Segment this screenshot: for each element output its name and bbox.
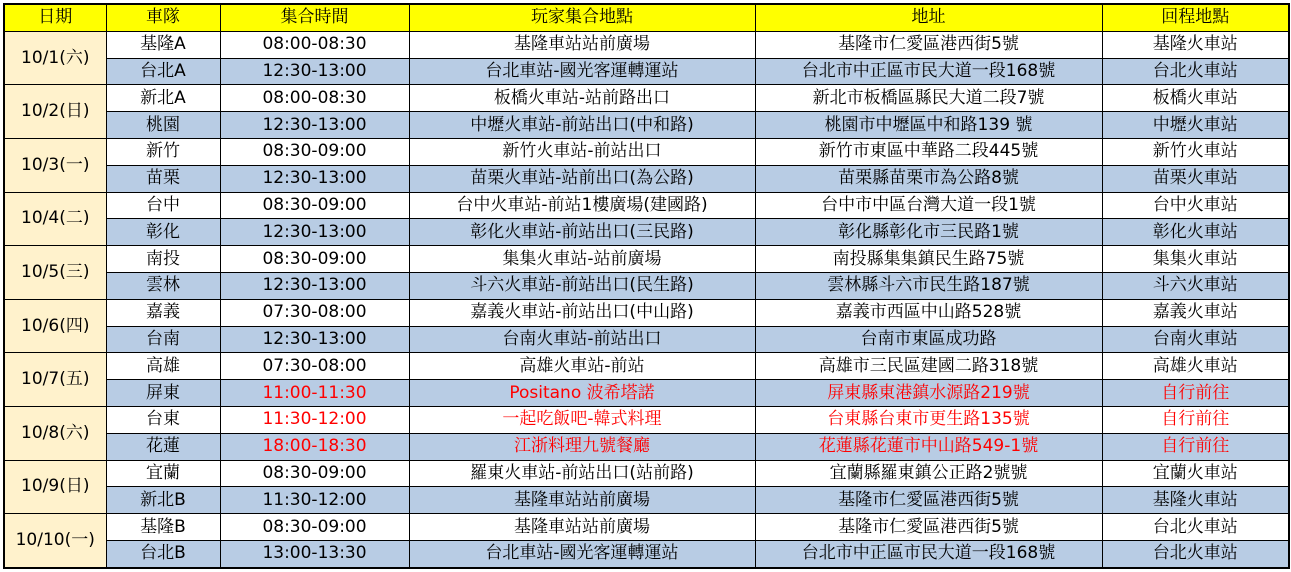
table-row xyxy=(4,353,1289,380)
meeting-place-cell: 中壢火車站-前站出口(中和路) xyxy=(409,112,755,139)
meeting-place-cell: 高雄火車站-前站 xyxy=(409,353,755,380)
table-row xyxy=(4,58,1289,85)
table-row xyxy=(4,299,1289,326)
table-row xyxy=(4,406,1289,433)
header-address: 地址 xyxy=(755,4,1102,31)
table-row xyxy=(4,540,1289,567)
address-cell: 苗栗縣苗栗市為公路8號 xyxy=(755,165,1102,192)
team-cell: 南投 xyxy=(106,246,220,273)
time-cell: 08:30-09:00 xyxy=(220,138,409,165)
team-cell: 嘉義 xyxy=(106,299,220,326)
return-place-cell: 自行前往 xyxy=(1102,406,1289,433)
return-place-cell: 宜蘭火車站 xyxy=(1102,460,1289,487)
time-cell: 08:00-08:30 xyxy=(220,31,409,58)
header-meeting-place: 玩家集合地點 xyxy=(409,4,755,31)
address-cell: 桃園市中壢區中和路139 號 xyxy=(755,112,1102,139)
return-place-cell: 台北火車站 xyxy=(1102,58,1289,85)
meeting-place-cell: 嘉義火車站-前站出口(中山路) xyxy=(409,299,755,326)
meeting-place-cell: 羅東火車站-前站出口(站前路) xyxy=(409,460,755,487)
table-body xyxy=(4,31,1289,567)
header-date: 日期 xyxy=(4,4,106,31)
time-cell: 08:30-09:00 xyxy=(220,460,409,487)
time-cell: 08:00-08:30 xyxy=(220,85,409,112)
meeting-place-cell: 新竹火車站-前站出口 xyxy=(409,138,755,165)
table-row xyxy=(4,433,1289,460)
time-cell: 12:30-13:00 xyxy=(220,165,409,192)
time-cell: 18:00-18:30 xyxy=(220,433,409,460)
time-cell: 07:30-08:00 xyxy=(220,353,409,380)
address-cell: 基隆市仁愛區港西街5號 xyxy=(755,487,1102,514)
address-cell: 嘉義市西區中山路528號 xyxy=(755,299,1102,326)
address-cell: 台東縣台東市更生路135號 xyxy=(755,406,1102,433)
return-place-cell: 斗六火車站 xyxy=(1102,272,1289,299)
table-row xyxy=(4,272,1289,299)
address-cell: 雲林縣斗六市民生路187號 xyxy=(755,272,1102,299)
header-team: 車隊 xyxy=(106,4,220,31)
address-cell: 彰化縣彰化市三民路1號 xyxy=(755,219,1102,246)
return-place-cell: 板橋火車站 xyxy=(1102,85,1289,112)
table-row xyxy=(4,246,1289,273)
table-row xyxy=(4,165,1289,192)
address-cell: 高雄市三民區建國二路318號 xyxy=(755,353,1102,380)
return-place-cell: 彰化火車站 xyxy=(1102,219,1289,246)
table-row xyxy=(4,514,1289,541)
return-place-cell: 集集火車站 xyxy=(1102,246,1289,273)
meeting-place-cell: 板橋火車站-站前路出口 xyxy=(409,85,755,112)
table-row xyxy=(4,138,1289,165)
date-cell: 10/2(日) xyxy=(4,85,106,139)
return-place-cell: 台北火車站 xyxy=(1102,540,1289,567)
team-cell: 彰化 xyxy=(106,219,220,246)
time-cell: 11:00-11:30 xyxy=(220,380,409,407)
date-cell: 10/1(六) xyxy=(4,31,106,85)
team-cell: 桃園 xyxy=(106,112,220,139)
team-cell: 基隆A xyxy=(106,31,220,58)
table-row xyxy=(4,219,1289,246)
team-cell: 台北B xyxy=(106,540,220,567)
table-row xyxy=(4,192,1289,219)
team-cell: 屏東 xyxy=(106,380,220,407)
meeting-place-cell: 基隆車站站前廣場 xyxy=(409,31,755,58)
date-cell: 10/6(四) xyxy=(4,299,106,353)
team-cell: 高雄 xyxy=(106,353,220,380)
table-row xyxy=(4,487,1289,514)
date-cell: 10/10(一) xyxy=(4,514,106,568)
header-time: 集合時間 xyxy=(220,4,409,31)
date-cell: 10/3(一) xyxy=(4,138,106,192)
return-place-cell: 苗栗火車站 xyxy=(1102,165,1289,192)
return-place-cell: 新竹火車站 xyxy=(1102,138,1289,165)
return-place-cell: 台中火車站 xyxy=(1102,192,1289,219)
meeting-place-cell: 集集火車站-站前廣場 xyxy=(409,246,755,273)
team-cell: 花蓮 xyxy=(106,433,220,460)
team-cell: 苗栗 xyxy=(106,165,220,192)
team-cell: 宜蘭 xyxy=(106,460,220,487)
return-place-cell: 自行前往 xyxy=(1102,433,1289,460)
meeting-place-cell: 斗六火車站-前站出口(民生路) xyxy=(409,272,755,299)
time-cell: 12:30-13:00 xyxy=(220,112,409,139)
address-cell: 宜蘭縣羅東鎮公正路2號號 xyxy=(755,460,1102,487)
table-row xyxy=(4,326,1289,353)
header-row xyxy=(4,4,1289,31)
date-cell: 10/9(日) xyxy=(4,460,106,514)
address-cell: 新竹市東區中華路二段445號 xyxy=(755,138,1102,165)
date-cell: 10/7(五) xyxy=(4,353,106,407)
return-place-cell: 台北火車站 xyxy=(1102,514,1289,541)
address-cell: 基隆市仁愛區港西街5號 xyxy=(755,31,1102,58)
address-cell: 屏東縣東港鎮水源路219號 xyxy=(755,380,1102,407)
return-place-cell: 中壢火車站 xyxy=(1102,112,1289,139)
team-cell: 新竹 xyxy=(106,138,220,165)
header-return-place: 回程地點 xyxy=(1102,4,1289,31)
table-header xyxy=(4,4,1289,31)
team-cell: 台北A xyxy=(106,58,220,85)
team-cell: 台中 xyxy=(106,192,220,219)
address-cell: 台中市中區台灣大道一段1號 xyxy=(755,192,1102,219)
meeting-place-cell: 一起吃飯吧-韓式料理 xyxy=(409,406,755,433)
return-place-cell: 台南火車站 xyxy=(1102,326,1289,353)
team-cell: 台東 xyxy=(106,406,220,433)
meeting-place-cell: 台北車站-國光客運轉運站 xyxy=(409,58,755,85)
table-row xyxy=(4,31,1289,58)
table-row xyxy=(4,112,1289,139)
meeting-place-cell: 苗栗火車站-站前出口(為公路) xyxy=(409,165,755,192)
return-place-cell: 自行前往 xyxy=(1102,380,1289,407)
time-cell: 11:30-12:00 xyxy=(220,487,409,514)
address-cell: 南投縣集集鎮民生路75號 xyxy=(755,246,1102,273)
table-row xyxy=(4,380,1289,407)
return-place-cell: 高雄火車站 xyxy=(1102,353,1289,380)
address-cell: 新北市板橋區縣民大道二段7號 xyxy=(755,85,1102,112)
meeting-place-cell: 彰化火車站-前站出口(三民路) xyxy=(409,219,755,246)
address-cell: 台北市中正區市民大道一段168號 xyxy=(755,58,1102,85)
time-cell: 12:30-13:00 xyxy=(220,272,409,299)
meeting-place-cell: 基隆車站站前廣場 xyxy=(409,514,755,541)
meeting-place-cell: 台北車站-國光客運轉運站 xyxy=(409,540,755,567)
return-place-cell: 基隆火車站 xyxy=(1102,31,1289,58)
time-cell: 07:30-08:00 xyxy=(220,299,409,326)
team-cell: 新北B xyxy=(106,487,220,514)
team-cell: 新北A xyxy=(106,85,220,112)
time-cell: 12:30-13:00 xyxy=(220,58,409,85)
table-row xyxy=(4,85,1289,112)
time-cell: 08:30-09:00 xyxy=(220,514,409,541)
meeting-place-cell: 基隆車站站前廣場 xyxy=(409,487,755,514)
schedule-table xyxy=(3,3,1290,569)
team-cell: 雲林 xyxy=(106,272,220,299)
meeting-place-cell: 台中火車站-前站1樓廣場(建國路) xyxy=(409,192,755,219)
date-cell: 10/4(二) xyxy=(4,192,106,246)
meeting-place-cell: 江浙料理九號餐廳 xyxy=(409,433,755,460)
time-cell: 11:30-12:00 xyxy=(220,406,409,433)
address-cell: 台北市中正區市民大道一段168號 xyxy=(755,540,1102,567)
address-cell: 基隆市仁愛區港西街5號 xyxy=(755,514,1102,541)
meeting-place-cell: 台南火車站-前站出口 xyxy=(409,326,755,353)
table-row xyxy=(4,460,1289,487)
time-cell: 13:00-13:30 xyxy=(220,540,409,567)
return-place-cell: 基隆火車站 xyxy=(1102,487,1289,514)
team-cell: 基隆B xyxy=(106,514,220,541)
time-cell: 12:30-13:00 xyxy=(220,326,409,353)
return-place-cell: 嘉義火車站 xyxy=(1102,299,1289,326)
time-cell: 08:30-09:00 xyxy=(220,192,409,219)
date-cell: 10/8(六) xyxy=(4,406,106,460)
address-cell: 台南市東區成功路 xyxy=(755,326,1102,353)
time-cell: 08:30-09:00 xyxy=(220,246,409,273)
meeting-place-cell: Positano 波希塔諾 xyxy=(409,380,755,407)
date-cell: 10/5(三) xyxy=(4,246,106,300)
address-cell: 花蓮縣花蓮市中山路549-1號 xyxy=(755,433,1102,460)
time-cell: 12:30-13:00 xyxy=(220,219,409,246)
team-cell: 台南 xyxy=(106,326,220,353)
